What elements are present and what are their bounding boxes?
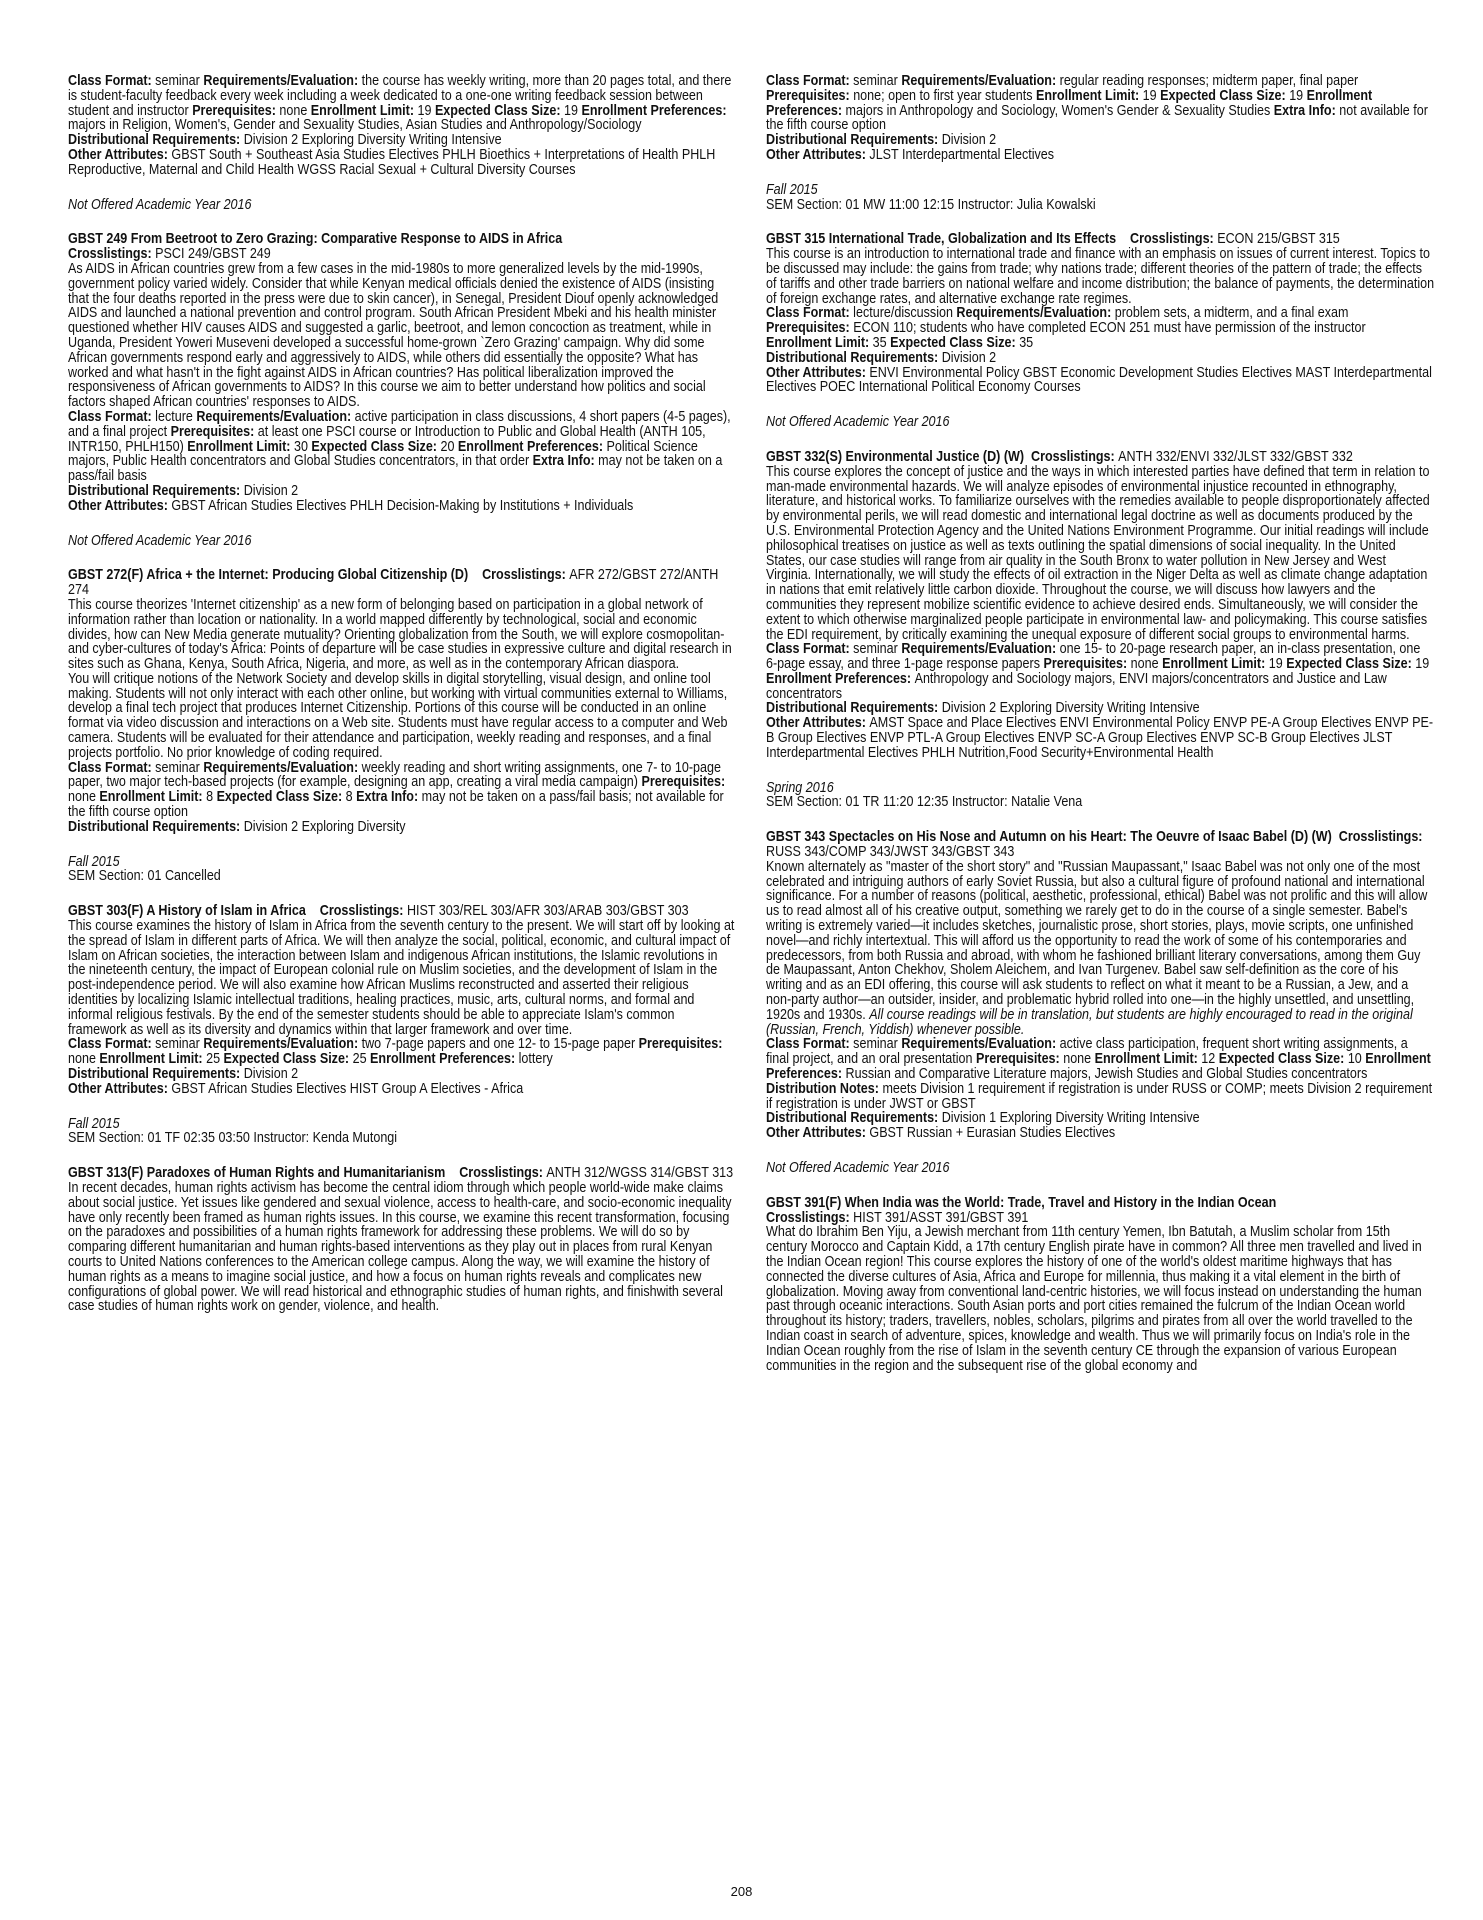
course-details-block bbox=[68, 74, 736, 178]
field-label: Distributional Requirements: bbox=[68, 482, 244, 499]
offering-note: Not Offered Academic Year 2016 bbox=[68, 532, 252, 549]
field-value: may not be taken on a pass/fail basis; not available for the fifth course option bbox=[68, 789, 724, 821]
field-value: lottery bbox=[518, 1051, 553, 1068]
field-value: seminar bbox=[155, 1036, 204, 1053]
field-label: Enrollment Limit: bbox=[187, 438, 294, 455]
field-label: Other Attributes: bbox=[766, 1125, 870, 1142]
course-entry-gbst-315 bbox=[766, 232, 1434, 395]
field-label: Expected Class Size: bbox=[216, 789, 346, 806]
course-details-block bbox=[766, 74, 1434, 163]
field-label: Expected Class Size: bbox=[890, 334, 1020, 351]
field-label: Other Attributes: bbox=[766, 146, 870, 163]
course-info-paragraph bbox=[766, 1037, 1434, 1111]
field-value: seminar bbox=[853, 73, 902, 89]
crosslistings-value: HIST 303/REL 303/AFR 303/ARAB 303/GBST 303 bbox=[406, 903, 689, 920]
field-value: none bbox=[1063, 1051, 1095, 1068]
field-value: none bbox=[68, 1051, 100, 1068]
field-label: Class Format: bbox=[68, 759, 156, 776]
field-value: majors in Religion, Women's, Gender and Sexuality Studies, Asian Studies and Anthropology/Sociology bbox=[68, 117, 642, 134]
section-info bbox=[68, 855, 736, 885]
field-label: Prerequisites: bbox=[641, 774, 726, 791]
field-label: Distribution Notes: bbox=[766, 1080, 883, 1097]
field-value: 10 bbox=[1347, 1051, 1366, 1068]
field-label: Requirements/Evaluation: bbox=[956, 305, 1115, 322]
crosslistings-label: Crosslistings: bbox=[459, 1165, 547, 1182]
field-label: Enrollment Limit: bbox=[1162, 656, 1269, 673]
field-value: 8 bbox=[206, 789, 217, 806]
course-info-paragraph bbox=[68, 410, 736, 484]
field-value: active participation in class discussions, 4 short papers (4-5 pages), and a final project bbox=[68, 408, 731, 440]
field-value: 19 bbox=[1289, 87, 1307, 104]
field-label: Requirements/Evaluation: bbox=[901, 73, 1060, 89]
field-value: meets Division 1 requirement if registration is under RUSS or COMP; meets Division 2 requirement if registration is under JWST or GBST bbox=[766, 1080, 1433, 1112]
distributional-requirements bbox=[68, 1067, 736, 1082]
field-value: Anthropology and Sociology majors, ENVI majors/concentrators and Justice and Law concentrators bbox=[766, 670, 1387, 702]
left-column bbox=[68, 74, 736, 1334]
other-attributes bbox=[766, 1126, 1434, 1141]
course-entry-gbst-249 bbox=[68, 232, 736, 513]
section-info bbox=[68, 1117, 736, 1147]
course-title: GBST 343 Spectacles on His Nose and Autumn on his Heart: The Oeuvre of Isaac Babel (D) (W) bbox=[766, 829, 1332, 846]
field-label: Class Format: bbox=[766, 1036, 854, 1053]
crosslistings-label: Crosslistings: bbox=[68, 246, 156, 263]
field-label: Prerequisites: bbox=[766, 320, 854, 337]
field-value: Division 2 Exploring Diversity Writing Intensive bbox=[941, 700, 1200, 717]
crosslistings-value: HIST 391/ASST 391/GBST 391 bbox=[853, 1209, 1029, 1226]
field-value: Division 2 Exploring Diversity bbox=[243, 818, 406, 835]
distributional-requirements bbox=[68, 820, 736, 835]
field-label: Expected Class Size: bbox=[1218, 1051, 1348, 1068]
field-value: lecture bbox=[155, 408, 197, 425]
crosslistings-value: ANTH 312/WGSS 314/GBST 313 bbox=[546, 1165, 734, 1182]
crosslistings-value: AFR 272/GBST 272/ANTH 274 bbox=[68, 567, 719, 599]
crosslistings-label: Crosslistings: bbox=[766, 1209, 854, 1226]
field-label: Requirements/Evaluation: bbox=[901, 641, 1060, 658]
course-info-paragraph bbox=[68, 74, 736, 133]
field-value: ECON 110; students who have completed ECON 251 must have permission of the instructor bbox=[853, 320, 1366, 337]
crosslistings-value: RUSS 343/COMP 343/JWST 343/GBST 343 bbox=[766, 844, 1015, 861]
course-entry-gbst-391 bbox=[766, 1196, 1434, 1374]
course-description: This course theorizes 'Internet citizenship' as a new form of belonging based on participation in a global network of information rather than location or nationality. In a world mapped differently by technological, social and economic divides, how can New Media generate mutuality? Orienting globalization from the South, we will explore cosmopolitan- and cyber-cultures of today's Africa: Points of departure will be case studies in expressive culture and digital research in sites such as Ghana, Kenya, South Africa, Nigeria, and more, as well as in the contemporary African diaspora. bbox=[68, 596, 732, 673]
field-label: Class Format: bbox=[766, 73, 854, 89]
field-label: Distributional Requirements: bbox=[68, 1066, 244, 1083]
field-value: 19 bbox=[417, 102, 435, 119]
crosslistings-label: Crosslistings: bbox=[482, 567, 570, 584]
field-value: Division 1 Exploring Diversity Writing Intensive bbox=[941, 1110, 1200, 1127]
field-value: GBST Russian + Eurasian Studies Electives bbox=[869, 1125, 1116, 1142]
field-label: Other Attributes: bbox=[766, 364, 870, 381]
distributional-requirements bbox=[766, 701, 1434, 716]
field-value: majors in Anthropology and Sociology, Women's Gender & Sexuality Studies bbox=[845, 102, 1274, 119]
field-label: Expected Class Size: bbox=[223, 1051, 353, 1068]
distributional-requirements bbox=[68, 133, 736, 148]
field-label: Requirements/Evaluation: bbox=[203, 759, 362, 776]
field-value: weekly reading and short writing assignments, one 7- to 10-page paper, two major tech-based projects (for example, designing an app, creating a viral media campaign) bbox=[68, 759, 721, 791]
section-schedule: SEM Section: 01 Cancelled bbox=[68, 868, 221, 885]
field-value: may not be taken on a pass/fail basis bbox=[68, 453, 723, 485]
field-value: AMST Space and Place Electives ENVI Environmental Policy ENVP PE-A Group Electives ENVP PE-B Group Electives ENVP PTL-A Group Electives ENVP SC-A Group Electives ENVP SC-B Group Electives JLST Interdepartmental Electives PHLH Nutrition,Food Security+Environmental Health bbox=[766, 715, 1434, 761]
field-label: Other Attributes: bbox=[766, 715, 870, 732]
field-label: Requirements/Evaluation: bbox=[203, 73, 362, 89]
field-label: Enrollment Preferences: bbox=[370, 1051, 519, 1068]
field-value: JLST Interdepartmental Electives bbox=[869, 146, 1055, 163]
crosslistings-label: Crosslistings: bbox=[319, 903, 407, 920]
field-label: Prerequisites: bbox=[766, 87, 854, 104]
field-label: Enrollment Preferences: bbox=[766, 1051, 1431, 1083]
field-value: 25 bbox=[206, 1051, 224, 1068]
description-text: Known alternately as "master of the short story" and "Russian Maupassant," Isaac Babel was not only one of the most celebrated and intriguing authors of early Soviet Russia, but also a cultural figure of profound national and international significance. For a number of reasons (political, aesthetic, professional, ethical) Babel was not prolific and this will allow us to read almost all of his creative output, something we rarely get to do in the course of a single semester. Babel's writing is extremely varied—it includes sketches, journalistic prose, short stories, plays, movie scripts, one unfinished novel—and richly intertextual. This will afford us the opportunity to read the work of some of his contemporaries and predecessors, from both Russia and abroad, with whom he fashioned brilliant literary conversations, among them Guy de Maupassant, Anton Chekhov, Sholem Aleichem, and Ivan Turgenev. Babel saw self-definition as the core of his writing and as an EDI offering, this course will ask students to reflect on what it meant to be a Russian, a Jew, and a non-party author—an outsider, insider, and problematic hybrid rolled into one—in the highly unsettled, and unsettling, 1920s and 1930s. bbox=[766, 858, 1428, 1023]
field-value: none bbox=[68, 789, 100, 806]
field-label: Enrollment Limit: bbox=[99, 789, 207, 806]
field-label: Expected Class Size: bbox=[1160, 87, 1290, 104]
field-label: Other Attributes: bbox=[68, 1080, 172, 1097]
field-label: Requirements/Evaluation: bbox=[203, 1036, 362, 1053]
field-label: Extra Info: bbox=[532, 453, 599, 470]
field-label: Extra Info: bbox=[356, 789, 422, 806]
field-value: GBST South + Southeast Asia Studies Electives PHLH Bioethics + Interpretations of Health PHLH Reproductive, Maternal and Child Health WGSS Racial Sexual + Cultural Diversity Courses bbox=[68, 146, 716, 178]
field-value: Division 2 bbox=[941, 349, 997, 366]
field-value: none bbox=[1130, 656, 1163, 673]
course-description: This course examines the history of Islam in Africa from the seventh century to the present. We will start off by looking at the spread of Islam in different parts of Africa. We will then analyze the social, political, economic, and cultural impact of Islam on African societies, the interaction between Islam and indigenous African institutions, the Islamic revolutions in the nineteenth century, the impact of European colonial rule on Muslim societies, and the development of Islam in the post-independence period. We will also examine how African Muslims reconstructed and asserted their religious identities by localizing Islamic intellectual traditions, healing practices, music, arts, cultural norms, and formal and informal religious festivals. By the end of the semester students should be able to appreciate Islam's common framework as well as its diversity and dynamics within that larger framework and over time. bbox=[68, 918, 735, 1038]
distributional-requirements bbox=[766, 133, 1434, 148]
offering-note: Not Offered Academic Year 2016 bbox=[68, 196, 252, 213]
other-attributes bbox=[766, 148, 1434, 163]
field-value: Division 2 bbox=[941, 132, 997, 149]
field-value: Division 2 Exploring Diversity Writing Intensive bbox=[243, 132, 502, 149]
field-value: at least one PSCI course or Introduction to Public and Global Health (ANTH 105, INTR150, PHLH150) bbox=[68, 423, 706, 455]
field-label: Requirements/Evaluation: bbox=[196, 408, 355, 425]
field-value: 20 bbox=[440, 438, 458, 455]
field-value: 12 bbox=[1201, 1051, 1219, 1068]
course-info-paragraph bbox=[766, 642, 1434, 701]
field-value: 25 bbox=[352, 1051, 371, 1068]
section-schedule: SEM Section: 01 TR 11:20 12:35 Instructor: Natalie Vena bbox=[766, 794, 1083, 811]
course-description: This course is an introduction to international trade and finance with an emphasis on issues of current interest. Topics to be discussed may include: the gains from trade; why nations trade; different theories of the pattern of trade; the effects of tariffs and other trade barriers on national welfare and income distribution; the balance of payments, the determination of foreign exchange rates, and alternative exchange rate regimes. bbox=[766, 246, 1435, 307]
offering-note: Not Offered Academic Year 2016 bbox=[766, 414, 950, 431]
field-value: 19 bbox=[1415, 656, 1430, 673]
course-title: GBST 332(S) Environmental Justice (D) (W) bbox=[766, 448, 1025, 465]
field-value: Division 2 bbox=[243, 1066, 299, 1083]
course-entry-gbst-313 bbox=[68, 1166, 736, 1314]
field-label: Prerequisites: bbox=[192, 102, 280, 119]
field-label: Enrollment Preferences: bbox=[766, 87, 1373, 119]
field-label: Enrollment Preferences: bbox=[766, 670, 915, 687]
field-value: 30 bbox=[293, 438, 312, 455]
field-label: Class Format: bbox=[68, 73, 156, 89]
field-value: seminar bbox=[155, 759, 204, 776]
term: Fall 2015 bbox=[68, 853, 120, 870]
offering-note: Not Offered Academic Year 2016 bbox=[766, 1160, 950, 1176]
field-label: Enrollment Limit: bbox=[1035, 87, 1143, 104]
field-label: Class Format: bbox=[68, 408, 156, 425]
field-value: 8 bbox=[345, 789, 357, 806]
field-value: GBST African Studies Electives PHLH Decision-Making by Institutions + Individuals bbox=[171, 497, 634, 514]
field-value: problem sets, a midterm, and a final exam bbox=[1114, 305, 1349, 322]
section-schedule: SEM Section: 01 TF 02:35 03:50 Instructor: Kenda Mutongi bbox=[68, 1130, 398, 1147]
course-title: GBST 303(F) A History of Islam in Africa bbox=[68, 903, 306, 920]
term: Spring 2016 bbox=[766, 779, 834, 796]
other-attributes bbox=[68, 1082, 736, 1097]
field-label: Distributional Requirements: bbox=[766, 349, 942, 366]
field-label: Class Format: bbox=[68, 1036, 156, 1053]
field-value: GBST African Studies Electives HIST Group A Electives - Africa bbox=[171, 1080, 524, 1097]
field-label: Extra Info: bbox=[1273, 102, 1340, 119]
field-label: Enrollment Limit: bbox=[310, 102, 418, 119]
description-italic-note: All course readings will be in translation, but students are highly encouraged to read in the original (Russian, French, Yiddish) whenever possible. bbox=[766, 1006, 1413, 1038]
course-entry-gbst-332 bbox=[766, 450, 1434, 761]
course-description: This course explores the concept of justice and the ways in which interested parties have defined that term in relation to man-made environmental hazards. We will analyze episodes of environmental injustice recounted in ethnography, literature, and historical works. To familiarize ourselves with the remedies available to people disproportionately affected by environmental perils, we will read domestic and international legal doctrine as well as documents produced by the U.S. Environmental Protection Agency and the United Nations Environment Programme. Our initial readings will include philosophical treatises on justice as well as texts outlining the spatial dimensions of social inequality. In the United States, our case studies will range from air quality in the South Bronx to water pollution in New Jersey and West Virginia. Internationally, we will study the effects of oil extraction in the Niger Delta as well as climate change adaptation in nations that emit relatively little carbon dioxide. Throughout the course, we will discuss how lawyers and the communities they represent mobilize scientific evidence to achieve desired ends. Simultaneously, we will consider the extent to which otherwise marginalized people participate in environmental law- and policymaking. This course satisfies the EDI requirement, by critically examining the unequal exposure of different social groups to environmental harms. bbox=[766, 463, 1430, 643]
course-description: You will critique notions of the Network Society and develop skills in digital storytelling, visual design, and online tool making. Students will not only interact with each other online, but working with virtual communities external to Williams, develop a final tech project that produces Internet Citizenship. Portions of this course will be conducted in an online format via video discussion and interactions on a Web site. Students must have regular access to a computer and Web camera. Students will be evaluated for their attendance and participation, weekly reading and responses, and a final projects portfolio. No prior knowledge of coding required. bbox=[68, 670, 728, 761]
field-value: 35 bbox=[1019, 334, 1034, 351]
crosslistings-label: Crosslistings: bbox=[1031, 448, 1119, 465]
field-label: Prerequisites: bbox=[976, 1051, 1064, 1068]
field-value: seminar bbox=[155, 73, 204, 89]
field-value: not available for the fifth course option bbox=[766, 102, 1428, 134]
course-entry-gbst-343 bbox=[766, 830, 1434, 1141]
field-label: Enrollment Limit: bbox=[1094, 1051, 1202, 1068]
right-column bbox=[766, 74, 1434, 1393]
field-value: none bbox=[279, 102, 311, 119]
distributional-requirements bbox=[766, 351, 1434, 366]
course-description: In recent decades, human rights activism has become the central idiom through which people world-wide make claims about social justice. Yet issues like gendered and sexual violence, access to health-care, and socio-economic inequality have only recently been framed as human rights issues. In this course, we examine this recent transformation, focusing on the paradoxes and possibilities of a human rights framework for addressing these problems. We will do so by comparing different humanitarian and human rights-based interventions as they play out in places from rural Kenyan courts to United Nations conferences to the American college campus. Along the way, we will examine the history of human rights as a means to imagine social justice, and how a focus on human rights reveals and complicates new configurations of global power. We will read historical and ethnographic studies of human rights, and finishwith several case studies of human rights work on gender, violence, and health. bbox=[68, 1180, 732, 1315]
distributional-requirements bbox=[68, 484, 736, 499]
field-value: Political Science majors, Public Health concentrators and Global Studies concentrators, in that order bbox=[68, 438, 698, 470]
field-value: Russian and Comparative Literature majors, Jewish Studies and Global Studies concentrators bbox=[845, 1066, 1368, 1083]
course-info-paragraph bbox=[68, 1037, 736, 1067]
field-label: Enrollment Limit: bbox=[99, 1051, 207, 1068]
crosslistings-value: ECON 215/GBST 315 bbox=[1217, 231, 1340, 248]
field-label: Class Format: bbox=[766, 641, 854, 658]
field-value: two 7-page papers and one 12- to 15-page paper bbox=[361, 1036, 639, 1053]
field-value: 35 bbox=[872, 334, 891, 351]
field-label: Class Format: bbox=[766, 305, 854, 322]
crosslistings-label: Crosslistings: bbox=[1130, 231, 1218, 248]
field-label: Distributional Requirements: bbox=[766, 700, 942, 717]
crosslistings-value: ANTH 332/ENVI 332/JLST 332/GBST 332 bbox=[1118, 448, 1353, 465]
field-value: seminar bbox=[853, 1036, 902, 1053]
term: Fall 2015 bbox=[766, 181, 818, 198]
field-label: Other Attributes: bbox=[68, 497, 172, 514]
field-label: Prerequisites: bbox=[170, 423, 258, 440]
other-attributes bbox=[766, 366, 1434, 396]
field-label: Distributional Requirements: bbox=[766, 132, 942, 149]
field-label: Requirements/Evaluation: bbox=[901, 1036, 1060, 1053]
field-label: Expected Class Size: bbox=[311, 438, 441, 455]
field-label: Expected Class Size: bbox=[1286, 656, 1416, 673]
field-label: Distributional Requirements: bbox=[68, 132, 244, 149]
course-info-paragraph bbox=[766, 306, 1434, 350]
field-value: active class participation, frequent short writing assignments, a final project, and an oral presentation bbox=[766, 1036, 1408, 1068]
field-value: 19 bbox=[563, 102, 582, 119]
field-label: Expected Class Size: bbox=[434, 102, 564, 119]
other-attributes bbox=[68, 499, 736, 514]
field-label: Other Attributes: bbox=[68, 146, 172, 163]
course-info-paragraph bbox=[68, 761, 736, 820]
crosslistings-label: Crosslistings: bbox=[1338, 829, 1423, 846]
course-description bbox=[766, 860, 1434, 1038]
course-description: What do Ibrahim Ben Yiju, a Jewish merchant from 11th century Yemen, Ibn Batutah, a Muslim scholar from 15th century Morocco and Captain Kidd, a 17th century English pirate have in common? All three men travelled and lived in the Indian Ocean region! This course explores the history of one of the world's oldest maritime highways that has connected the diverse cultures of Asia, Africa and Europe for millennia, thus making it a vital element in the birth of globalization. Moving away from conventional land-centric histories, we will focus instead on understanding the human past through oceanic interactions. South Asian ports and port cities remained the fulcrum of the Indian Ocean world throughout its history; traders, travellers, nobles, scholars, pilgrims and pirates from all over the world travelled to the Indian coast in search of adventure, spices, knowledge and wealth. Thus we will primarily focus on India's role in the Indian Ocean roughly from the rise of Islam in the seventh century CE through the expansion of various European communities in the region and the subsequent rise of the global economy and bbox=[766, 1224, 1422, 1374]
crosslistings-value: PSCI 249/GBST 249 bbox=[155, 246, 271, 263]
distributional-requirements bbox=[766, 1111, 1434, 1126]
field-label: Enrollment Limit: bbox=[766, 334, 873, 351]
course-entry-gbst-272 bbox=[68, 568, 736, 834]
course-title: GBST 315 International Trade, Globalization and Its Effects bbox=[766, 231, 1117, 248]
field-value: the course has weekly writing, more than 20 pages total, and there is student-faculty feedback every week including a week dedicated to a one-one writing feedback session between student and instructor bbox=[68, 73, 732, 119]
course-title: GBST 313(F) Paradoxes of Human Rights and Humanitarianism bbox=[68, 1165, 446, 1182]
course-title: GBST 391(F) When India was the World: Trade, Travel and History in the Indian Ocean bbox=[766, 1194, 1277, 1211]
field-label: Prerequisites: bbox=[1043, 656, 1131, 673]
course-info-paragraph bbox=[766, 74, 1434, 133]
term: Fall 2015 bbox=[68, 1115, 120, 1132]
field-value: one 15- to 20-page research paper, an in-class presentation, one 6-page essay, and three 1-page response papers bbox=[766, 641, 1421, 673]
field-value: ENVI Environmental Policy GBST Economic Development Studies Electives MAST Interdepartmental Electives POEC International Political Economy Courses bbox=[766, 364, 1432, 396]
field-label: Enrollment Preferences: bbox=[581, 102, 727, 119]
course-entry-gbst-303 bbox=[68, 904, 736, 1096]
field-value: 19 bbox=[1142, 87, 1161, 104]
field-value: seminar bbox=[853, 641, 902, 658]
field-label: Prerequisites: bbox=[638, 1036, 723, 1053]
section-info bbox=[766, 781, 1434, 811]
section-schedule: SEM Section: 01 MW 11:00 12:15 Instructor: Julia Kowalski bbox=[766, 196, 1096, 213]
course-title: GBST 272(F) Africa + the Internet: Producing Global Citizenship (D) bbox=[68, 567, 469, 584]
field-label: Distributional Requirements: bbox=[68, 818, 244, 835]
field-label: Enrollment Preferences: bbox=[457, 438, 607, 455]
field-value: 19 bbox=[1268, 656, 1287, 673]
field-value: regular reading responses; midterm paper, final paper bbox=[1059, 73, 1359, 89]
other-attributes bbox=[68, 148, 736, 178]
page-number: 208 bbox=[730, 1884, 753, 1899]
other-attributes bbox=[766, 716, 1434, 760]
course-description: As AIDS in African countries grew from a few cases in the mid-1980s to more generalized levels by the mid-1990s, government policy varied widely. Consider that while Kenyan medical officials denied the existence of AIDS (insisting that the four deaths reported in the press were due to skin cancer), in Senegal, President Diouf openly acknowledged AIDS and launched a national prevention and control program. South African President Mbeki and his health minister questioned whether HIV causes AIDS and suggested a garlic, beetroot, and lemon concoction as treatment, while in Uganda, President Yoweri Museveni developed a successful home-grown `Zero Grazing' campaign. Why did some African governments respond early and aggressively to AIDS, while others did essentially the opposite? What has worked and what hasn't in the fight against AIDS in African countries? Has political liberalization improved the responsiveness of African governments to AIDS? In this course we aim to better understand how politics and social factors shaped African countries' responses to AIDS. bbox=[68, 260, 719, 411]
field-value: none; open to first year students bbox=[853, 87, 1036, 104]
course-title: GBST 249 From Beetroot to Zero Grazing: Comparative Response to AIDS in Africa bbox=[68, 231, 563, 248]
section-info bbox=[766, 183, 1434, 213]
field-value: lecture/discussion bbox=[853, 305, 957, 322]
field-value: Division 2 bbox=[243, 482, 299, 499]
field-label: Distributional Requirements: bbox=[766, 1110, 942, 1127]
